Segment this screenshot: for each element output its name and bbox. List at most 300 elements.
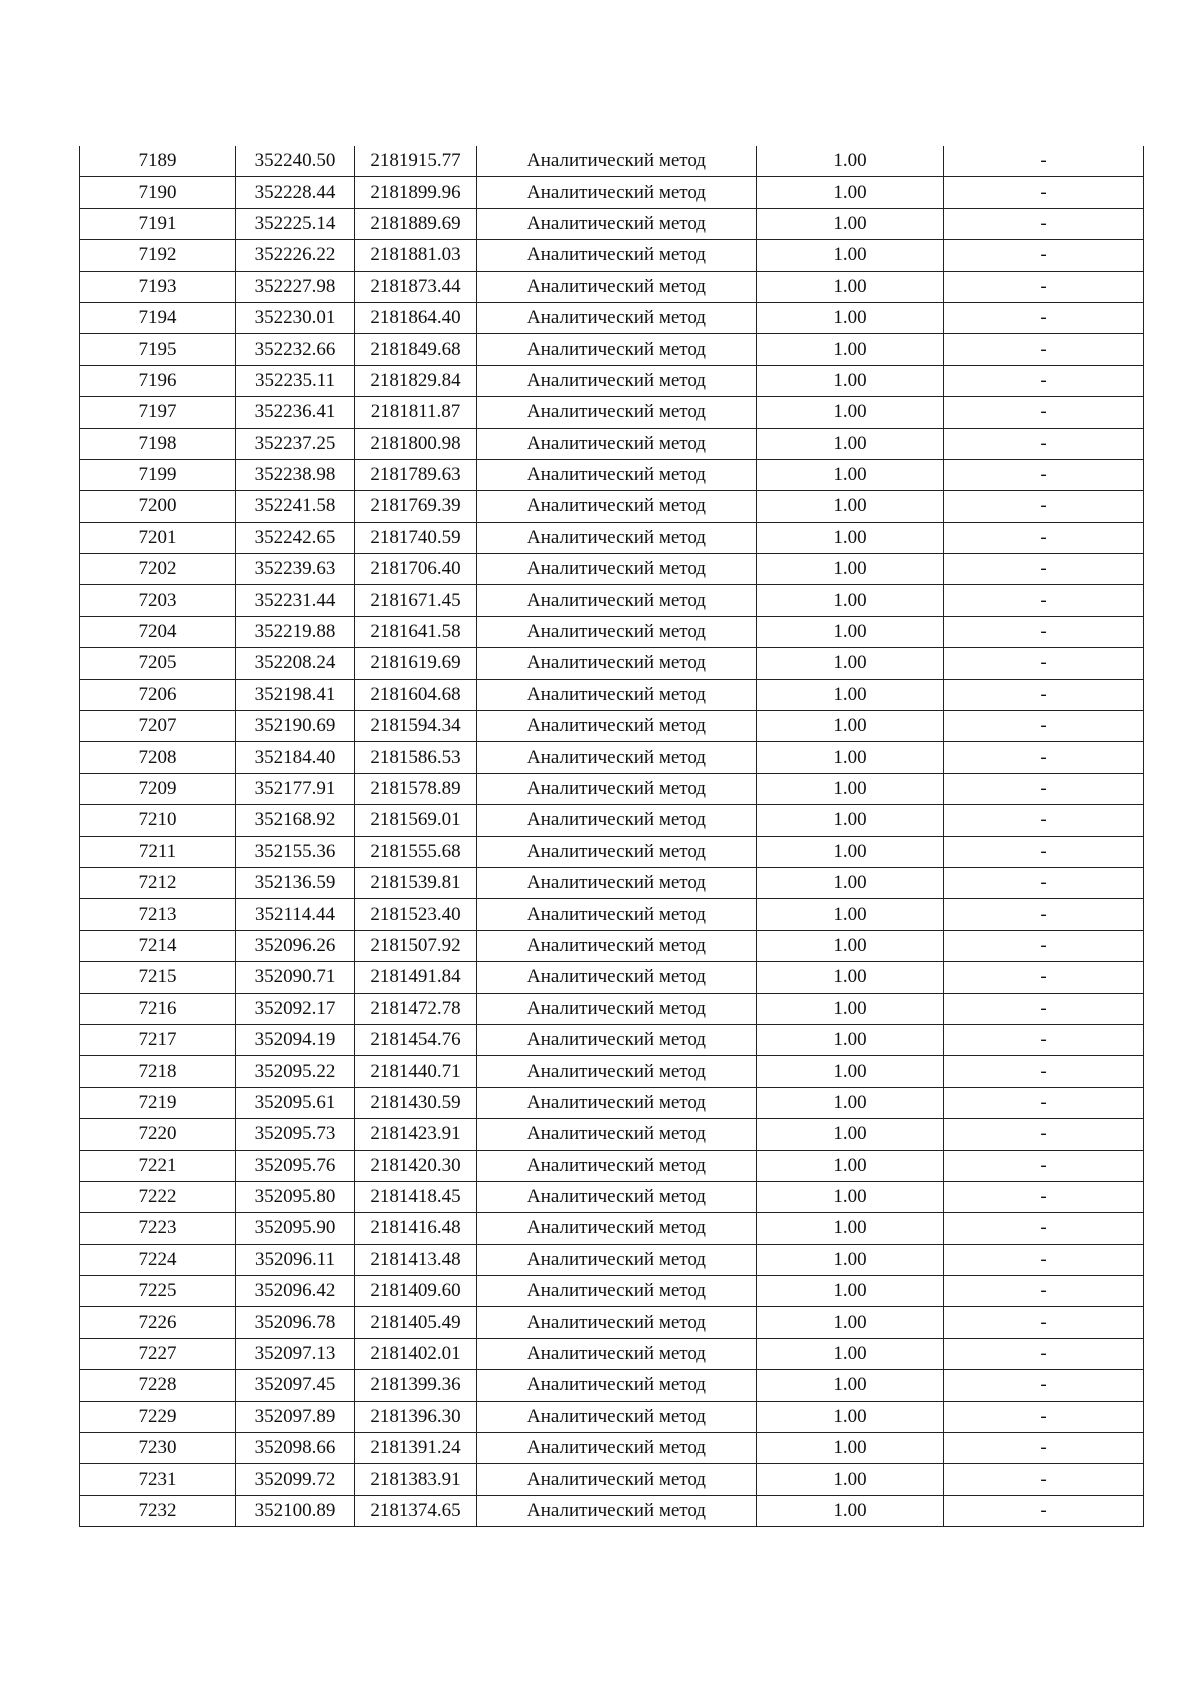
accuracy-cell: 1.00	[757, 711, 944, 742]
accuracy-cell: 1.00	[757, 742, 944, 773]
method-cell: Аналитический метод	[477, 1119, 757, 1150]
x-coordinate-cell: 352168.92	[236, 805, 355, 836]
point-number-cell: 7194	[80, 302, 236, 333]
point-number-cell: 7189	[80, 146, 236, 177]
y-coordinate-cell: 2181555.68	[355, 836, 477, 867]
method-cell: Аналитический метод	[477, 836, 757, 867]
description-cell: -	[944, 1338, 1144, 1369]
table-row	[80, 1087, 1144, 1118]
table-row	[80, 428, 1144, 459]
x-coordinate-cell: 352232.66	[236, 334, 355, 365]
description-cell: -	[944, 397, 1144, 428]
description-cell: -	[944, 240, 1144, 271]
method-cell: Аналитический метод	[477, 146, 757, 177]
description-cell: -	[944, 1244, 1144, 1275]
description-cell: -	[944, 365, 1144, 396]
description-cell: -	[944, 930, 1144, 961]
y-coordinate-cell: 2181405.49	[355, 1307, 477, 1338]
x-coordinate-cell: 352096.42	[236, 1276, 355, 1307]
y-coordinate-cell: 2181396.30	[355, 1401, 477, 1432]
accuracy-cell: 1.00	[757, 428, 944, 459]
y-coordinate-cell: 2181409.60	[355, 1276, 477, 1307]
description-cell: -	[944, 711, 1144, 742]
description-cell: -	[944, 1495, 1144, 1526]
description-cell: -	[944, 1276, 1144, 1307]
description-cell: -	[944, 1401, 1144, 1432]
table-row	[80, 773, 1144, 804]
accuracy-cell: 1.00	[757, 836, 944, 867]
description-cell: -	[944, 491, 1144, 522]
y-coordinate-cell: 2181671.45	[355, 585, 477, 616]
point-number-cell: 7232	[80, 1495, 236, 1526]
table-row	[80, 1401, 1144, 1432]
y-coordinate-cell: 2181416.48	[355, 1213, 477, 1244]
table-row	[80, 962, 1144, 993]
method-cell: Аналитический метод	[477, 711, 757, 742]
x-coordinate-cell: 352095.76	[236, 1150, 355, 1181]
x-coordinate-cell: 352240.50	[236, 146, 355, 177]
point-number-cell: 7205	[80, 648, 236, 679]
point-number-cell: 7206	[80, 679, 236, 710]
description-cell: -	[944, 1056, 1144, 1087]
x-coordinate-cell: 352098.66	[236, 1433, 355, 1464]
point-number-cell: 7231	[80, 1464, 236, 1495]
table-row	[80, 397, 1144, 428]
method-cell: Аналитический метод	[477, 1056, 757, 1087]
y-coordinate-cell: 2181418.45	[355, 1181, 477, 1212]
table-row	[80, 679, 1144, 710]
method-cell: Аналитический метод	[477, 1338, 757, 1369]
y-coordinate-cell: 2181523.40	[355, 899, 477, 930]
point-number-cell: 7191	[80, 208, 236, 239]
point-number-cell: 7220	[80, 1119, 236, 1150]
method-cell: Аналитический метод	[477, 554, 757, 585]
point-number-cell: 7216	[80, 993, 236, 1024]
point-number-cell: 7213	[80, 899, 236, 930]
x-coordinate-cell: 352225.14	[236, 208, 355, 239]
y-coordinate-cell: 2181491.84	[355, 962, 477, 993]
y-coordinate-cell: 2181399.36	[355, 1370, 477, 1401]
x-coordinate-cell: 352136.59	[236, 867, 355, 898]
x-coordinate-cell: 352096.11	[236, 1244, 355, 1275]
accuracy-cell: 1.00	[757, 616, 944, 647]
point-number-cell: 7212	[80, 867, 236, 898]
method-cell: Аналитический метод	[477, 742, 757, 773]
y-coordinate-cell: 2181604.68	[355, 679, 477, 710]
table-row	[80, 1464, 1144, 1495]
point-number-cell: 7204	[80, 616, 236, 647]
point-number-cell: 7207	[80, 711, 236, 742]
table-row	[80, 1181, 1144, 1212]
table-row	[80, 805, 1144, 836]
table-row	[80, 554, 1144, 585]
y-coordinate-cell: 2181789.63	[355, 459, 477, 490]
y-coordinate-cell: 2181873.44	[355, 271, 477, 302]
y-coordinate-cell: 2181889.69	[355, 208, 477, 239]
description-cell: -	[944, 616, 1144, 647]
point-number-cell: 7219	[80, 1087, 236, 1118]
method-cell: Аналитический метод	[477, 1087, 757, 1118]
y-coordinate-cell: 2181569.01	[355, 805, 477, 836]
x-coordinate-cell: 352242.65	[236, 522, 355, 553]
point-number-cell: 7222	[80, 1181, 236, 1212]
x-coordinate-cell: 352097.89	[236, 1401, 355, 1432]
y-coordinate-cell: 2181539.81	[355, 867, 477, 898]
x-coordinate-cell: 352190.69	[236, 711, 355, 742]
point-number-cell: 7221	[80, 1150, 236, 1181]
table-row	[80, 1244, 1144, 1275]
accuracy-cell: 1.00	[757, 899, 944, 930]
description-cell: -	[944, 208, 1144, 239]
y-coordinate-cell: 2181915.77	[355, 146, 477, 177]
accuracy-cell: 1.00	[757, 1433, 944, 1464]
method-cell: Аналитический метод	[477, 491, 757, 522]
method-cell: Аналитический метод	[477, 1464, 757, 1495]
point-number-cell: 7224	[80, 1244, 236, 1275]
description-cell: -	[944, 302, 1144, 333]
description-cell: -	[944, 459, 1144, 490]
point-number-cell: 7211	[80, 836, 236, 867]
accuracy-cell: 1.00	[757, 805, 944, 836]
description-cell: -	[944, 679, 1144, 710]
y-coordinate-cell: 2181391.24	[355, 1433, 477, 1464]
table-body	[80, 146, 1144, 1527]
description-cell: -	[944, 962, 1144, 993]
table-row	[80, 365, 1144, 396]
description-cell: -	[944, 1087, 1144, 1118]
table-row	[80, 648, 1144, 679]
x-coordinate-cell: 352236.41	[236, 397, 355, 428]
point-number-cell: 7215	[80, 962, 236, 993]
accuracy-cell: 1.00	[757, 1495, 944, 1526]
y-coordinate-cell: 2181849.68	[355, 334, 477, 365]
point-number-cell: 7210	[80, 805, 236, 836]
method-cell: Аналитический метод	[477, 1276, 757, 1307]
description-cell: -	[944, 1181, 1144, 1212]
method-cell: Аналитический метод	[477, 616, 757, 647]
point-number-cell: 7223	[80, 1213, 236, 1244]
table-row	[80, 208, 1144, 239]
y-coordinate-cell: 2181619.69	[355, 648, 477, 679]
table-row	[80, 1056, 1144, 1087]
point-number-cell: 7195	[80, 334, 236, 365]
point-number-cell: 7199	[80, 459, 236, 490]
y-coordinate-cell: 2181430.59	[355, 1087, 477, 1118]
table-row	[80, 711, 1144, 742]
accuracy-cell: 1.00	[757, 240, 944, 271]
description-cell: -	[944, 554, 1144, 585]
table-row	[80, 177, 1144, 208]
x-coordinate-cell: 352092.17	[236, 993, 355, 1024]
table-row	[80, 585, 1144, 616]
description-cell: -	[944, 899, 1144, 930]
accuracy-cell: 1.00	[757, 208, 944, 239]
table-row	[80, 1307, 1144, 1338]
method-cell: Аналитический метод	[477, 208, 757, 239]
x-coordinate-cell: 352094.19	[236, 1024, 355, 1055]
x-coordinate-cell: 352114.44	[236, 899, 355, 930]
method-cell: Аналитический метод	[477, 648, 757, 679]
y-coordinate-cell: 2181881.03	[355, 240, 477, 271]
method-cell: Аналитический метод	[477, 1495, 757, 1526]
y-coordinate-cell: 2181578.89	[355, 773, 477, 804]
point-number-cell: 7193	[80, 271, 236, 302]
description-cell: -	[944, 585, 1144, 616]
accuracy-cell: 1.00	[757, 1244, 944, 1275]
description-cell: -	[944, 867, 1144, 898]
method-cell: Аналитический метод	[477, 679, 757, 710]
description-cell: -	[944, 1433, 1144, 1464]
x-coordinate-cell: 352237.25	[236, 428, 355, 459]
method-cell: Аналитический метод	[477, 365, 757, 396]
method-cell: Аналитический метод	[477, 459, 757, 490]
accuracy-cell: 1.00	[757, 1150, 944, 1181]
x-coordinate-cell: 352095.80	[236, 1181, 355, 1212]
accuracy-cell: 1.00	[757, 1276, 944, 1307]
accuracy-cell: 1.00	[757, 1370, 944, 1401]
point-number-cell: 7200	[80, 491, 236, 522]
accuracy-cell: 1.00	[757, 867, 944, 898]
x-coordinate-cell: 352198.41	[236, 679, 355, 710]
description-cell: -	[944, 805, 1144, 836]
description-cell: -	[944, 648, 1144, 679]
description-cell: -	[944, 522, 1144, 553]
accuracy-cell: 1.00	[757, 1119, 944, 1150]
table-row	[80, 146, 1144, 177]
x-coordinate-cell: 352208.24	[236, 648, 355, 679]
description-cell: -	[944, 146, 1144, 177]
accuracy-cell: 1.00	[757, 397, 944, 428]
table-row	[80, 930, 1144, 961]
x-coordinate-cell: 352095.61	[236, 1087, 355, 1118]
description-cell: -	[944, 271, 1144, 302]
table-row	[80, 491, 1144, 522]
table-row	[80, 271, 1144, 302]
table-row	[80, 1150, 1144, 1181]
y-coordinate-cell: 2181594.34	[355, 711, 477, 742]
accuracy-cell: 1.00	[757, 679, 944, 710]
accuracy-cell: 1.00	[757, 648, 944, 679]
y-coordinate-cell: 2181899.96	[355, 177, 477, 208]
x-coordinate-cell: 352097.45	[236, 1370, 355, 1401]
x-coordinate-cell: 352177.91	[236, 773, 355, 804]
x-coordinate-cell: 352096.26	[236, 930, 355, 961]
y-coordinate-cell: 2181374.65	[355, 1495, 477, 1526]
accuracy-cell: 1.00	[757, 554, 944, 585]
description-cell: -	[944, 1119, 1144, 1150]
point-number-cell: 7198	[80, 428, 236, 459]
table-row	[80, 459, 1144, 490]
table-row	[80, 240, 1144, 271]
y-coordinate-cell: 2181800.98	[355, 428, 477, 459]
x-coordinate-cell: 352100.89	[236, 1495, 355, 1526]
y-coordinate-cell: 2181864.40	[355, 302, 477, 333]
accuracy-cell: 1.00	[757, 1401, 944, 1432]
point-number-cell: 7217	[80, 1024, 236, 1055]
description-cell: -	[944, 428, 1144, 459]
x-coordinate-cell: 352231.44	[236, 585, 355, 616]
accuracy-cell: 1.00	[757, 522, 944, 553]
description-cell: -	[944, 742, 1144, 773]
y-coordinate-cell: 2181507.92	[355, 930, 477, 961]
description-cell: -	[944, 334, 1144, 365]
x-coordinate-cell: 352099.72	[236, 1464, 355, 1495]
point-number-cell: 7218	[80, 1056, 236, 1087]
accuracy-cell: 1.00	[757, 1024, 944, 1055]
method-cell: Аналитический метод	[477, 271, 757, 302]
y-coordinate-cell: 2181811.87	[355, 397, 477, 428]
table-row	[80, 899, 1144, 930]
table-row	[80, 302, 1144, 333]
accuracy-cell: 1.00	[757, 459, 944, 490]
method-cell: Аналитический метод	[477, 1370, 757, 1401]
method-cell: Аналитический метод	[477, 1213, 757, 1244]
accuracy-cell: 1.00	[757, 1213, 944, 1244]
accuracy-cell: 1.00	[757, 334, 944, 365]
y-coordinate-cell: 2181454.76	[355, 1024, 477, 1055]
accuracy-cell: 1.00	[757, 1307, 944, 1338]
accuracy-cell: 1.00	[757, 930, 944, 961]
method-cell: Аналитический метод	[477, 993, 757, 1024]
y-coordinate-cell: 2181420.30	[355, 1150, 477, 1181]
method-cell: Аналитический метод	[477, 773, 757, 804]
method-cell: Аналитический метод	[477, 585, 757, 616]
method-cell: Аналитический метод	[477, 334, 757, 365]
x-coordinate-cell: 352228.44	[236, 177, 355, 208]
y-coordinate-cell: 2181706.40	[355, 554, 477, 585]
description-cell: -	[944, 1370, 1144, 1401]
y-coordinate-cell: 2181641.58	[355, 616, 477, 647]
method-cell: Аналитический метод	[477, 962, 757, 993]
accuracy-cell: 1.00	[757, 491, 944, 522]
method-cell: Аналитический метод	[477, 302, 757, 333]
accuracy-cell: 1.00	[757, 962, 944, 993]
table-row	[80, 742, 1144, 773]
method-cell: Аналитический метод	[477, 397, 757, 428]
table-row	[80, 867, 1144, 898]
point-number-cell: 7208	[80, 742, 236, 773]
x-coordinate-cell: 352097.13	[236, 1338, 355, 1369]
point-number-cell: 7225	[80, 1276, 236, 1307]
y-coordinate-cell: 2181383.91	[355, 1464, 477, 1495]
method-cell: Аналитический метод	[477, 899, 757, 930]
method-cell: Аналитический метод	[477, 1181, 757, 1212]
table-row	[80, 616, 1144, 647]
description-cell: -	[944, 1213, 1144, 1244]
x-coordinate-cell: 352090.71	[236, 962, 355, 993]
method-cell: Аналитический метод	[477, 1150, 757, 1181]
accuracy-cell: 1.00	[757, 1181, 944, 1212]
point-number-cell: 7228	[80, 1370, 236, 1401]
point-number-cell: 7226	[80, 1307, 236, 1338]
point-number-cell: 7190	[80, 177, 236, 208]
x-coordinate-cell: 352238.98	[236, 459, 355, 490]
description-cell: -	[944, 1150, 1144, 1181]
point-number-cell: 7197	[80, 397, 236, 428]
table-row	[80, 1276, 1144, 1307]
x-coordinate-cell: 352155.36	[236, 836, 355, 867]
point-number-cell: 7209	[80, 773, 236, 804]
method-cell: Аналитический метод	[477, 1024, 757, 1055]
accuracy-cell: 1.00	[757, 1338, 944, 1369]
accuracy-cell: 1.00	[757, 1056, 944, 1087]
description-cell: -	[944, 993, 1144, 1024]
point-number-cell: 7202	[80, 554, 236, 585]
table-row	[80, 334, 1144, 365]
accuracy-cell: 1.00	[757, 271, 944, 302]
y-coordinate-cell: 2181402.01	[355, 1338, 477, 1369]
accuracy-cell: 1.00	[757, 1087, 944, 1118]
point-number-cell: 7196	[80, 365, 236, 396]
x-coordinate-cell: 352226.22	[236, 240, 355, 271]
accuracy-cell: 1.00	[757, 773, 944, 804]
method-cell: Аналитический метод	[477, 930, 757, 961]
accuracy-cell: 1.00	[757, 993, 944, 1024]
table-row	[80, 1119, 1144, 1150]
y-coordinate-cell: 2181440.71	[355, 1056, 477, 1087]
point-number-cell: 7229	[80, 1401, 236, 1432]
table-row	[80, 522, 1144, 553]
method-cell: Аналитический метод	[477, 867, 757, 898]
accuracy-cell: 1.00	[757, 146, 944, 177]
description-cell: -	[944, 177, 1144, 208]
point-number-cell: 7230	[80, 1433, 236, 1464]
x-coordinate-cell: 352184.40	[236, 742, 355, 773]
description-cell: -	[944, 773, 1144, 804]
accuracy-cell: 1.00	[757, 585, 944, 616]
method-cell: Аналитический метод	[477, 240, 757, 271]
point-number-cell: 7192	[80, 240, 236, 271]
method-cell: Аналитический метод	[477, 805, 757, 836]
table-row	[80, 1024, 1144, 1055]
description-cell: -	[944, 1307, 1144, 1338]
table-row	[80, 1338, 1144, 1369]
table-row	[80, 1495, 1144, 1526]
y-coordinate-cell: 2181472.78	[355, 993, 477, 1024]
method-cell: Аналитический метод	[477, 1401, 757, 1432]
table-row	[80, 1370, 1144, 1401]
y-coordinate-cell: 2181586.53	[355, 742, 477, 773]
table-row	[80, 1433, 1144, 1464]
y-coordinate-cell: 2181769.39	[355, 491, 477, 522]
method-cell: Аналитический метод	[477, 177, 757, 208]
point-number-cell: 7203	[80, 585, 236, 616]
method-cell: Аналитический метод	[477, 428, 757, 459]
x-coordinate-cell: 352095.73	[236, 1119, 355, 1150]
description-cell: -	[944, 836, 1144, 867]
y-coordinate-cell: 2181413.48	[355, 1244, 477, 1275]
x-coordinate-cell: 352096.78	[236, 1307, 355, 1338]
x-coordinate-cell: 352227.98	[236, 271, 355, 302]
table-row	[80, 836, 1144, 867]
y-coordinate-cell: 2181740.59	[355, 522, 477, 553]
table-row	[80, 993, 1144, 1024]
x-coordinate-cell: 352095.90	[236, 1213, 355, 1244]
x-coordinate-cell: 352239.63	[236, 554, 355, 585]
description-cell: -	[944, 1464, 1144, 1495]
x-coordinate-cell: 352235.11	[236, 365, 355, 396]
description-cell: -	[944, 1024, 1144, 1055]
x-coordinate-cell: 352241.58	[236, 491, 355, 522]
x-coordinate-cell: 352095.22	[236, 1056, 355, 1087]
x-coordinate-cell: 352230.01	[236, 302, 355, 333]
table-row	[80, 1213, 1144, 1244]
y-coordinate-cell: 2181829.84	[355, 365, 477, 396]
accuracy-cell: 1.00	[757, 365, 944, 396]
method-cell: Аналитический метод	[477, 522, 757, 553]
accuracy-cell: 1.00	[757, 177, 944, 208]
point-number-cell: 7201	[80, 522, 236, 553]
